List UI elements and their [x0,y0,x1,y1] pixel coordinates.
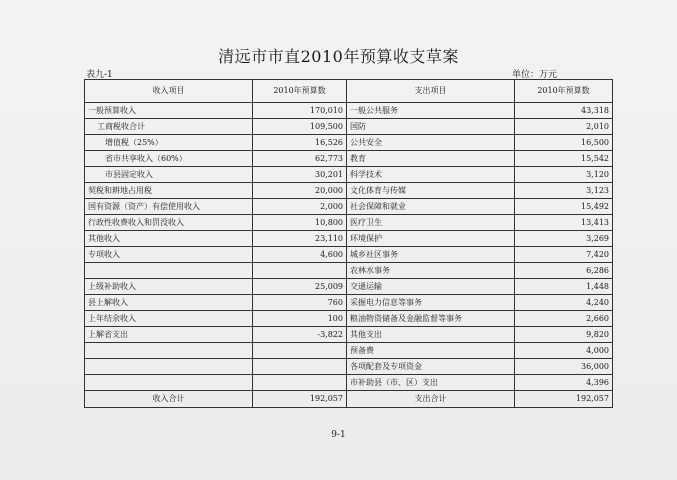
table-row [85,263,613,279]
income-value-cell [253,359,347,375]
income-value-cell [253,375,347,391]
income-value-cell: 109,500 [253,119,347,135]
expense-item-cell: 环境保护 [347,231,515,247]
page-number: 9-1 [331,430,346,440]
expense-value-cell: 3,123 [515,183,613,199]
totals-row [85,391,613,408]
income-item-cell: 增值税（25%） [85,135,253,151]
income-item-cell: 其他收入 [85,231,253,247]
expense-item-cell: 一般公共服务 [347,103,515,119]
expense-item-cell: 社会保障和就业 [347,199,515,215]
expense-item-cell: 其他支出 [347,327,515,343]
table-row [85,327,613,343]
table-number: 表九-1 [86,70,113,80]
expense-item-cell: 采掘电力信息等事务 [347,295,515,311]
expense-value-cell: 4,240 [515,295,613,311]
income-value-cell: 62,773 [253,151,347,167]
income-item-cell: 工商税收合计 [85,119,253,135]
income-value-cell [253,263,347,279]
income-total-label: 收入合计 [85,391,253,408]
income-value-cell: 25,009 [253,279,347,295]
income-item-cell: 上级补助收入 [85,279,253,295]
expense-value-cell: 6,286 [515,263,613,279]
header-income-item: 收入项目 [85,80,253,103]
income-item-cell [85,263,253,279]
expense-item-cell: 教育 [347,151,515,167]
expense-total-value: 192,057 [515,391,613,408]
income-value-cell: 760 [253,295,347,311]
table-row [85,135,613,151]
header-expense-value: 2010年预算数 [515,80,613,103]
table-row [85,231,613,247]
unit-label: 单位：万元 [512,70,558,80]
expense-item-cell: 科学技术 [347,167,515,183]
income-item-cell: 行政性收费收入和罚没收入 [85,215,253,231]
income-value-cell: 2,000 [253,199,347,215]
expense-item-cell: 市补助县（市、区）支出 [347,375,515,391]
expense-item-cell: 医疗卫生 [347,215,515,231]
header-income-value: 2010年预算数 [253,80,347,103]
expense-value-cell: 7,420 [515,247,613,263]
income-item-cell: 国有资源（资产）有偿使用收入 [85,199,253,215]
expense-value-cell: 15,542 [515,151,613,167]
income-item-cell [85,359,253,375]
expense-value-cell: 13,413 [515,215,613,231]
income-value-cell: -3,822 [253,327,347,343]
budget-table [84,79,613,408]
table-row [85,103,613,119]
income-item-cell: 市县固定收入 [85,167,253,183]
expense-item-cell: 交通运输 [347,279,515,295]
expense-value-cell: 3,120 [515,167,613,183]
income-item-cell [85,343,253,359]
income-item-cell: 上解省支出 [85,327,253,343]
header-expense-item: 支出项目 [347,80,515,103]
table-header-row [85,80,613,103]
expense-item-cell: 预备费 [347,343,515,359]
table-row [85,119,613,135]
expense-value-cell: 16,500 [515,135,613,151]
expense-item-cell: 公共安全 [347,135,515,151]
expense-value-cell: 2,660 [515,311,613,327]
expense-item-cell: 各项配套及专项资金 [347,359,515,375]
income-value-cell: 16,526 [253,135,347,151]
income-value-cell: 100 [253,311,347,327]
income-item-cell: 上年结余收入 [85,311,253,327]
table-row [85,183,613,199]
income-value-cell: 4,600 [253,247,347,263]
table-row [85,375,613,391]
expense-value-cell: 2,010 [515,119,613,135]
expense-item-cell: 国防 [347,119,515,135]
expense-value-cell: 36,000 [515,359,613,375]
income-item-cell [85,375,253,391]
income-value-cell: 20,000 [253,183,347,199]
table-row [85,279,613,295]
expense-value-cell: 43,318 [515,103,613,119]
expense-value-cell: 4,000 [515,343,613,359]
document-title: 清远市市直2010年预算收支草案 [218,47,459,66]
table-row [85,359,613,375]
income-value-cell [253,343,347,359]
expense-item-cell: 城乡社区事务 [347,247,515,263]
table-row [85,151,613,167]
table-row [85,247,613,263]
expense-value-cell: 3,269 [515,231,613,247]
income-value-cell: 10,800 [253,215,347,231]
expense-value-cell: 9,820 [515,327,613,343]
table-row [85,343,613,359]
expense-item-cell: 农林水事务 [347,263,515,279]
income-item-cell: 县上解收入 [85,295,253,311]
income-item-cell: 一般预算收入 [85,103,253,119]
expense-value-cell: 1,448 [515,279,613,295]
income-item-cell: 省市共享收入（60%） [85,151,253,167]
income-item-cell: 专项收入 [85,247,253,263]
income-value-cell: 23,110 [253,231,347,247]
expense-item-cell: 粮油物资储备及金融监督等事务 [347,311,515,327]
expense-item-cell: 文化体育与传媒 [347,183,515,199]
income-value-cell: 170,010 [253,103,347,119]
expense-value-cell: 15,492 [515,199,613,215]
table-row [85,199,613,215]
table-row [85,215,613,231]
table-row [85,295,613,311]
table-body [85,103,613,391]
income-value-cell: 30,201 [253,167,347,183]
income-item-cell: 契税和耕地占用税 [85,183,253,199]
table-row [85,311,613,327]
expense-value-cell: 4,396 [515,375,613,391]
table-row [85,167,613,183]
expense-total-label: 支出合计 [347,391,515,408]
income-total-value: 192,057 [253,391,347,408]
